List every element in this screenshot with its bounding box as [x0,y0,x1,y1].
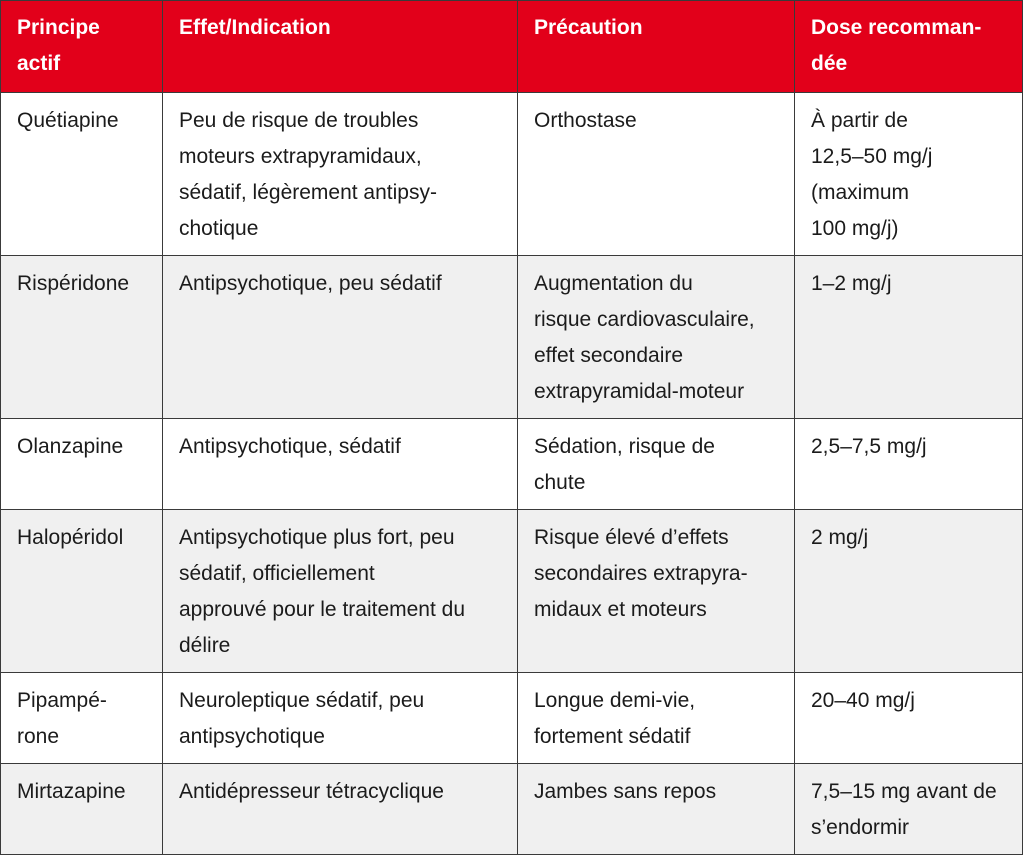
cell-line: 7,5–15 mg avant de [811,780,997,803]
cell-line: s’endormir [811,816,910,839]
cell-dose [795,673,1023,764]
cell-effet-indication [163,510,518,673]
table-row [1,673,1023,764]
cell-precaution [518,764,795,855]
header-principe-actif [1,1,163,93]
table-body [1,93,1023,855]
cell-line: Mirtazapine [17,780,126,803]
cell-dose [795,256,1023,419]
cell-line: Olanzapine [17,435,124,458]
cell-line: Antidépresseur tétracyclique [179,780,444,803]
cell-line: Peu de risque de troubles [179,109,419,132]
cell-line: extrapyramidal-moteur [534,380,745,403]
cell-line: 2,5–7,5 mg/j [811,435,927,458]
table-row [1,419,1023,510]
cell-line: sédatif, légèrement antipsy- [179,181,437,204]
header-line: Dose recomman- [811,16,982,39]
cell-precaution [518,419,795,510]
cell-line: antipsychotique [179,725,325,748]
cell-line: fortement sédatif [534,725,691,748]
cell-line: Halopéridol [17,526,124,549]
cell-line: Risque élevé d’effets [534,526,729,549]
cell-line: (maximum [811,181,909,204]
cell-effet-indication [163,764,518,855]
cell-line: sédatif, officiellement [179,562,375,585]
cell-principe-actif [1,93,163,256]
cell-principe-actif [1,256,163,419]
cell-line: Antipsychotique, peu sédatif [179,272,442,295]
table-row [1,510,1023,673]
cell-precaution [518,256,795,419]
cell-principe-actif [1,673,163,764]
cell-line: Quétiapine [17,109,119,132]
cell-effet-indication [163,673,518,764]
header-precaution [518,1,795,93]
cell-line: 20–40 mg/j [811,689,915,712]
cell-line: chotique [179,217,259,240]
cell-line: 100 mg/j) [811,217,899,240]
cell-line: Augmentation du [534,272,693,295]
table-row [1,764,1023,855]
cell-line: moteurs extrapyramidaux, [179,145,422,168]
cell-principe-actif [1,764,163,855]
cell-principe-actif [1,510,163,673]
cell-dose [795,93,1023,256]
cell-line: Orthostase [534,109,637,132]
cell-line: 2 mg/j [811,526,869,549]
cell-line: Jambes sans repos [534,780,717,803]
cell-precaution [518,673,795,764]
cell-line: chute [534,471,586,494]
cell-line: secondaires extrapyra- [534,562,748,585]
cell-line: À partir de [811,109,908,132]
cell-line: Antipsychotique plus fort, peu [179,526,455,549]
cell-line: risque cardiovasculaire, [534,308,755,331]
cell-line: Pipampé- [17,689,107,712]
cell-line: délire [179,634,231,657]
header-line: actif [17,52,61,75]
cell-line: effet secondaire [534,344,684,367]
header-line: Effet/Indication [179,16,331,39]
cell-effet-indication [163,256,518,419]
cell-dose [795,419,1023,510]
cell-precaution [518,93,795,256]
cell-effet-indication [163,93,518,256]
table-row [1,256,1023,419]
table-header-row [1,1,1023,93]
cell-line: approuvé pour le traitement du [179,598,466,621]
header-dose-recommandee [795,1,1023,93]
cell-line: Antipsychotique, sédatif [179,435,401,458]
header-line: Précaution [534,16,643,39]
cell-line: Longue demi-vie, [534,689,696,712]
cell-line: Neuroleptique sédatif, peu [179,689,425,712]
cell-dose [795,510,1023,673]
cell-dose [795,764,1023,855]
cell-line: rone [17,725,60,748]
cell-line: Sédation, risque de [534,435,715,458]
header-effet-indication [163,1,518,93]
table-row [1,93,1023,256]
cell-effet-indication [163,419,518,510]
cell-line: midaux et moteurs [534,598,707,621]
header-line: dée [811,52,848,75]
cell-line: 12,5–50 mg/j [811,145,933,168]
cell-line: Rispéridone [17,272,130,295]
cell-principe-actif [1,419,163,510]
cell-precaution [518,510,795,673]
cell-line: 1–2 mg/j [811,272,892,295]
header-line: Principe [17,16,100,39]
